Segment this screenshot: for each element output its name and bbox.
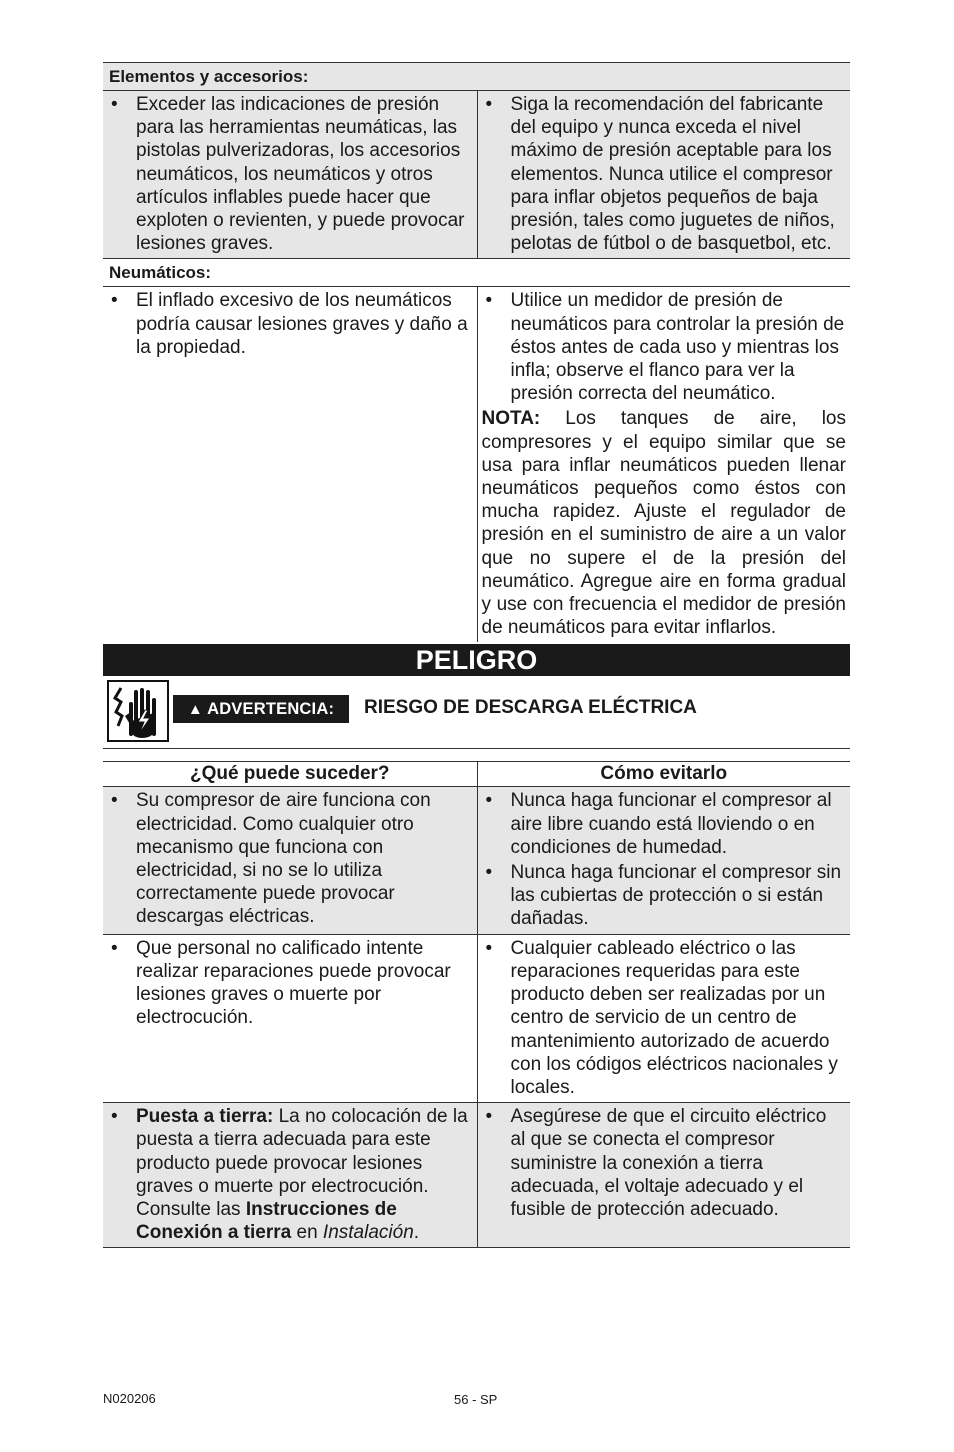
- column-header-que-puede: ¿Qué puede suceder?: [103, 762, 477, 787]
- prevention-text: • Asegúrese de que el circuito eléctrico al que se conecta el compresor suministre la conexión a tierra adecuada, el voltaje adecuado y el fusible de protección adecuado.: [482, 1105, 847, 1221]
- document-page: [103, 62, 850, 1248]
- warning-badge-label: ADVERTENCIA:: [207, 700, 335, 719]
- prevention-text: • Utilice un medidor de presión de neumáticos para controlar la presión de éstos antes de cada uso y mientras los infla; observe el flanco para ver la presión correcta del neumático.: [482, 289, 847, 405]
- section-title-neumaticos: Neumáticos:: [103, 259, 850, 287]
- prevention-text: • Nunca haga funcionar el compresor sin las cubiertas de protección o si están dañadas.: [482, 861, 847, 931]
- page-number: 56 - SP: [454, 1392, 498, 1407]
- nota-text: Los tanques de aire, los compresores y el equipo similar que se usa para inflar neumáticos pueden llenar neumáticos pequeños como éstos con mucha rapidez. Ajuste el regulador de presión en el suministro de aire a un valor que no supere el de la presión del neumático. Agregue aire en forma gradual y use con frecuencia el medidor de presión de neumáticos para evitar inflarlos.: [481, 408, 846, 639]
- risk-label: RIESGO DE DESCARGA ELÉCTRICA: [364, 697, 697, 719]
- section-neumaticos-table: [103, 287, 850, 642]
- hazard-text: • Que personal no calificado intente realizar reparaciones puede provocar lesiones graves o muerte por electrocución.: [107, 937, 473, 1030]
- section-elementos-table: [103, 91, 850, 259]
- prevention-text: • Cualquier cableado eléctrico o las reparaciones requeridas para este producto deben ser realizadas por un centro de servicio de un centro de mantenimiento autorizado de acuerdo con los códigos eléctricos nacionales y locales.: [482, 937, 847, 1099]
- section-title-elementos: Elementos y accesorios:: [103, 62, 850, 91]
- table-row: [103, 934, 850, 1102]
- nota-label: NOTA:: [481, 408, 541, 430]
- table-row: [103, 287, 850, 642]
- prevention-text: • Siga la recomendación del fabricante del equipo y nunca exceda el nivel máximo de presión aceptable para los elementos. Nunca utilice el compresor para inflar objetos pequeños de baja presión, tales como juguetes de niños, pelotas de fútbol o de basquetbol, etc.: [482, 93, 847, 255]
- hazard-text: • Exceder las indicaciones de presión para las herramientas neumáticas, las pistolas pulverizadoras, los accesorios neumáticos, los neumáticos y otros artículos inflables puede hacer que exploten o revienten, y puede provocar lesiones graves.: [107, 93, 473, 255]
- hazard-text: • Puesta a tierra: La no colocación de la puesta a tierra adecuada para este producto puede provocar lesiones graves o muerte por electrocución. Consulte las Instrucciones de Conexión a tierra en Instalación.: [107, 1105, 473, 1244]
- warning-row: [103, 676, 850, 749]
- hazard-text: • Su compresor de aire funciona con electricidad. Como cualquier otro mecanismo que funciona con electricidad, si no se lo utiliza correctamente puede provocar descargas eléctricas.: [107, 789, 473, 928]
- table-row: [103, 1103, 850, 1248]
- danger-banner: PELIGRO: [103, 644, 850, 676]
- document-code: N020206: [103, 1391, 156, 1406]
- table-header-row: [103, 762, 850, 787]
- warning-badge: [173, 695, 349, 723]
- warning-triangle-icon: ▲: [187, 701, 203, 719]
- table-row: [103, 787, 850, 934]
- nota-paragraph: [482, 407, 847, 639]
- electric-hazard-table: [103, 761, 850, 1248]
- table-row: [103, 91, 850, 259]
- prevention-text: • Nunca haga funcionar el compresor al aire libre cuando está lloviendo o en condiciones de humedad.: [482, 789, 847, 859]
- electric-shock-hand-icon: [107, 680, 169, 742]
- column-header-como-evitarlo: Cómo evitarlo: [477, 762, 850, 787]
- hazard-text: • El inflado excesivo de los neumáticos podría causar lesiones graves y daño a la propiedad.: [107, 289, 473, 359]
